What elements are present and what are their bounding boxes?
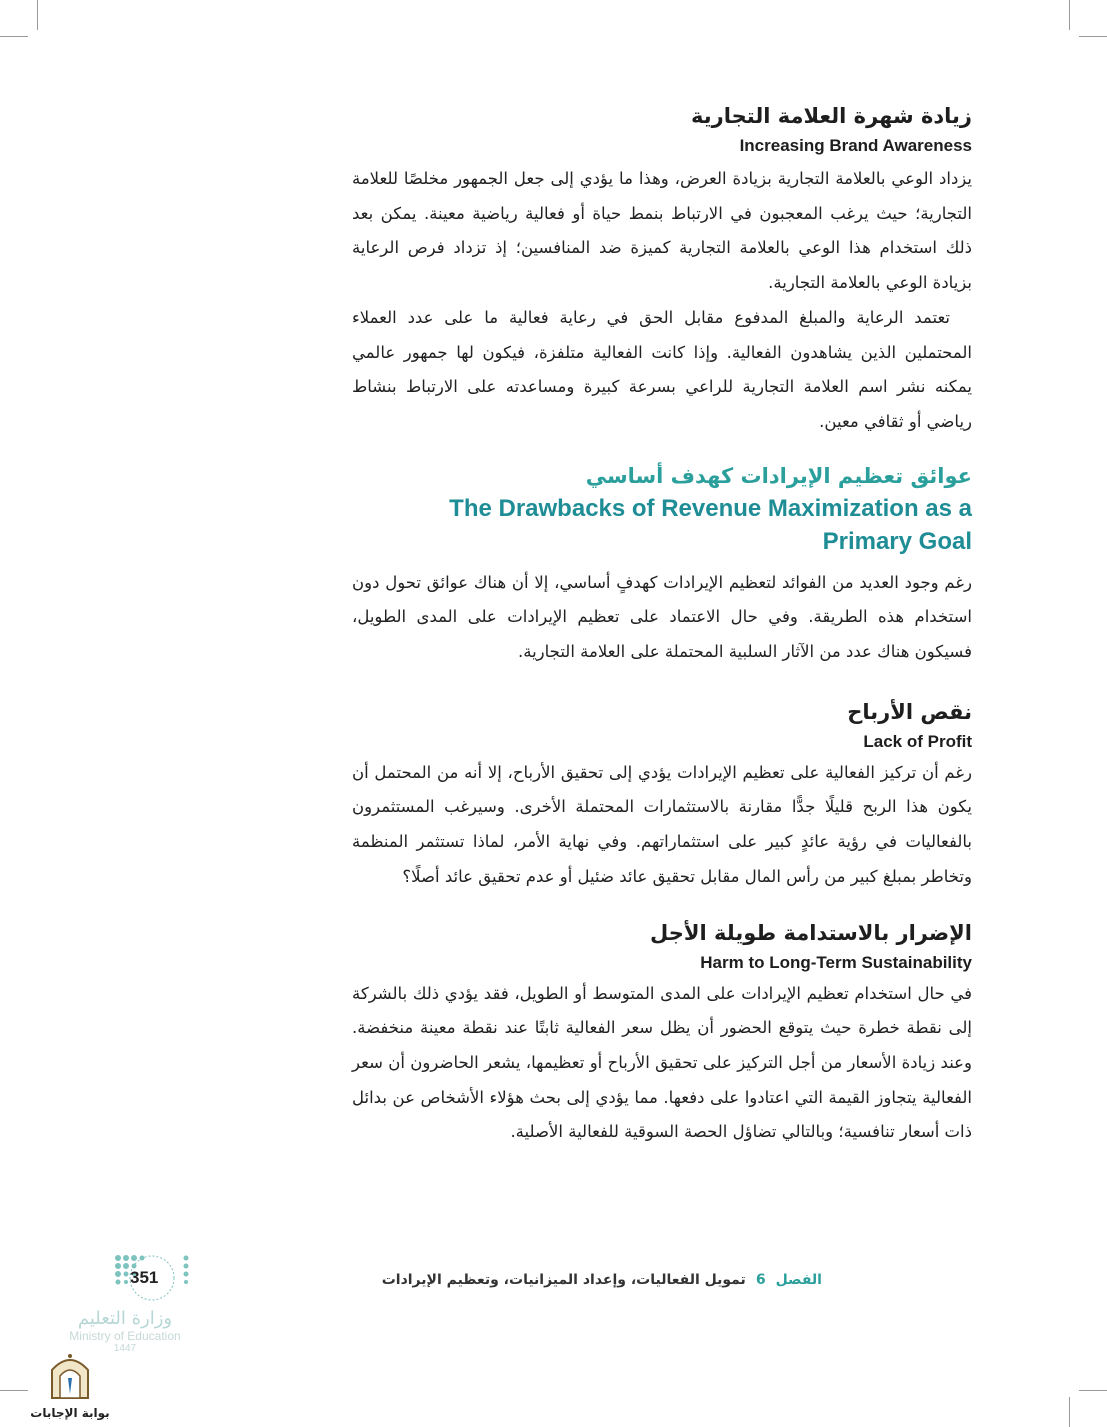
gate-label: بوابة الإجابات [30, 1406, 110, 1420]
chapter-footer [352, 1267, 822, 1293]
paragraph-drawbacks: رغم وجود العديد من الفوائد لتعظيم الإيرادات كهدفٍ أساسي، إلا أن هناك عوائق تحول دون استخدام هذه الطريقة. وفي حال الاعتماد على تعظيم الإيرادات على المدى الطويل، فسيكون هناك عدد من الآثار السلبية المحتملة على العلامة التجارية. [352, 572, 972, 662]
paragraph-harm: في حال استخدام تعظيم الإيرادات على المدى المتوسط أو الطويل، فقد يؤدي ذلك بالشركة إلى نقطة خطرة حيث يتوقع الحضور أن يظل سعر الفعالية ثابتًا عند نقطة معينة منخفضة. وعند زيادة الأسعار من أجل التركيز على تحقيق الأرباح أو تعظيمها، يشعر الحاضرون أن سعر الفعالية يتجاوز القيمة التي اعتادوا على دفعها. مما يؤدي إلى بحث هؤلاء الأشخاص عن بدائل ذات أسعار تنافسية؛ وبالتالي تضاؤل الحصة السوقية للفعالية الأصلية. [352, 983, 972, 1142]
heading-brand-en: Increasing Brand Awareness [739, 136, 972, 155]
page-number-badge [112, 1252, 192, 1308]
answers-gate-logo [30, 1348, 110, 1420]
crop-mark [1069, 0, 1070, 30]
section-heading-drawbacks-ar: عوائق تعظيم الإيرادات كهدف أساسي [585, 463, 972, 488]
paragraph-profit: رغم أن تركيز الفعالية على تعظيم الإيرادات يؤدي إلى تحقيق الأرباح، إلا أنه من المحتمل أن يكون هذا الربح قليلًا جدًّا مقارنة بالاستثمارات المحتملة الأخرى. وسيرغب المستثمرون بالفعاليات في رؤية عائدٍ كبير على استثماراتهم. وفي نهاية الأمر، لماذا تستثمر المنظمة وتخاطر بمبلغ كبير من رأس المال مقابل تحقيق عائد ضئيل أو عدم تحقيق عائد أصلًا؟ [352, 762, 972, 886]
heading-profit-ar: نقص الأرباح [847, 699, 972, 724]
chapter-label: الفصل [775, 1272, 822, 1288]
page-content [352, 100, 972, 1150]
heading-harm-ar: الإضرار بالاستدامة طويلة الأجل [650, 920, 972, 945]
heading-harm-en: Harm to Long-Term Sustainability [700, 952, 972, 972]
ministry-year: 1447 [113, 1343, 137, 1354]
crop-mark [1079, 36, 1107, 37]
ministry-name-en: Ministry of Education [69, 1329, 181, 1343]
crop-mark [1069, 1397, 1070, 1427]
chapter-title: تمويل الفعاليات، وإعداد الميزانيات، وتعظيم الإيرادات [381, 1272, 746, 1288]
ministry-name-ar: وزارة التعليم [77, 1308, 173, 1329]
crop-mark [0, 36, 28, 37]
paragraph-brand-1: يزداد الوعي بالعلامة التجارية بزيادة العرض، وهذا ما يؤدي إلى جعل الجمهور مخلصًا للعلامة التجارية؛ حيث يرغب المعجبون في الارتباط بنمط حياة أو فعالية رياضية معينة. يمكن بعد ذلك استخدام هذا الوعي بالعلامة التجارية كميزة ضد المنافسين؛ إذ تزداد فرص الرعاية بزيادة الوعي بالعلامة التجارية. [352, 169, 972, 293]
crop-mark [1079, 1390, 1107, 1391]
crop-mark [37, 0, 38, 30]
mosque-gate-icon [30, 1348, 110, 1404]
heading-brand-ar: زيادة شهرة العلامة التجارية [691, 104, 972, 128]
paragraph-brand-2: تعتمد الرعاية والمبلغ المدفوع مقابل الحق في رعاية فعالية ما على عدد العملاء المحتملين الذين يشاهدون الفعالية. وإذا كانت الفعالية متلفزة، فيكون لها جمهور عالمي يمكنه نشر اسم العلامة التجارية للراعي بسرعة كبيرة ومساعدته على الارتباط بنشاط رياضي أو ثقافي معين. [352, 307, 972, 431]
chapter-number: 6 [755, 1272, 766, 1288]
section-heading-drawbacks-en: The Drawbacks of Revenue Maximization as a Primary Goal [449, 494, 972, 555]
crop-mark [0, 1390, 28, 1391]
page-number: 351 [130, 1268, 159, 1287]
heading-profit-en: Lack of Profit [863, 731, 972, 751]
